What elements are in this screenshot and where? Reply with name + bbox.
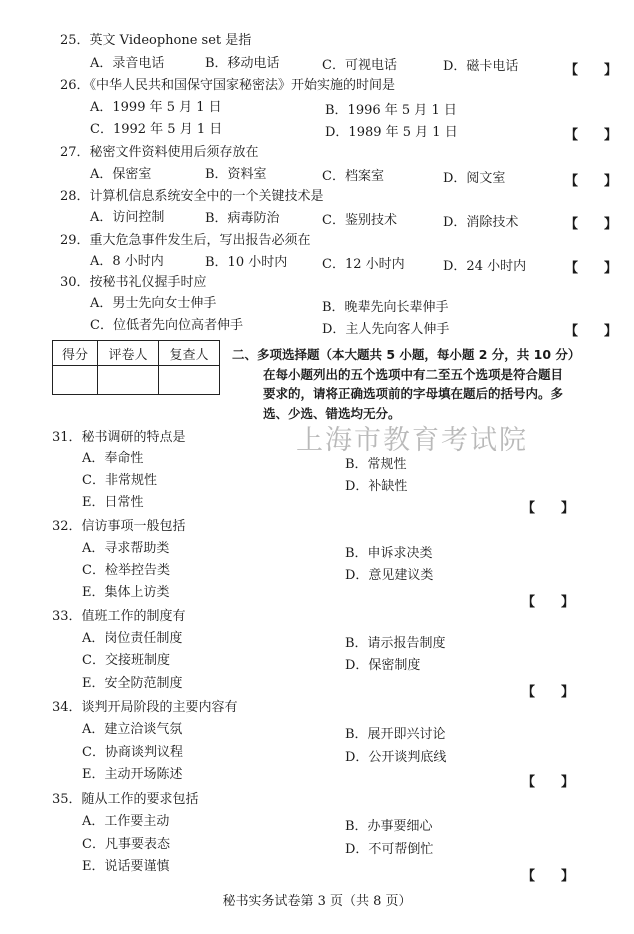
q34-option-b: B．展开即兴讨论: [345, 727, 446, 742]
section2-instruction-1: 在每小题列出的五个选项中有二至五个选项是符合题目: [263, 367, 564, 382]
q28-answer-bracket: 【 】: [565, 217, 618, 232]
grader-cell: [98, 366, 159, 395]
q25-option-d: D．磁卡电话: [443, 59, 519, 74]
q31-option-e: E．日常性: [82, 495, 144, 510]
q32-stem: 32．信访事项一般包括: [52, 519, 186, 534]
q29-answer-bracket: 【 】: [565, 261, 618, 276]
score-header: 得分: [53, 341, 98, 366]
q31-option-c: C．非常规性: [82, 473, 157, 488]
q26-option-a: A．1999 年 5 月 1 日: [90, 100, 222, 115]
q30-option-c: C．位低者先向位高者伸手: [90, 318, 243, 333]
q28-stem: 28．计算机信息系统安全中的一个关键技术是: [60, 189, 324, 204]
q25-option-c: C．可视电话: [322, 58, 397, 73]
q29-stem: 29．重大危急事件发生后，写出报告必须在: [60, 233, 311, 248]
section2-instruction-2: 要求的，请将正确选项前的字母填在题后的括号内。多: [263, 386, 564, 401]
q33-option-e: E．安全防范制度: [82, 676, 183, 691]
score-cell: [53, 366, 98, 395]
q26-answer-bracket: 【 】: [565, 128, 618, 143]
q32-option-b: B．申诉求决类: [345, 546, 433, 561]
q30-option-a: A．男士先向女士伸手: [90, 296, 217, 311]
q28-option-c: C．鉴别技术: [322, 213, 397, 228]
q35-answer-bracket: 【 】: [522, 869, 575, 884]
q27-option-d: D．阅文室: [443, 171, 506, 186]
watermark-stamp: 上海市教育考试院: [296, 425, 528, 456]
q31-option-d: D．补缺性: [345, 479, 408, 494]
q33-option-d: D．保密制度: [345, 658, 421, 673]
q33-option-c: C．交接班制度: [82, 653, 170, 668]
q32-option-c: C．检举控告类: [82, 563, 170, 578]
q28-option-b: B．病毒防治: [205, 211, 280, 226]
q35-option-a: A．工作要主动: [82, 814, 170, 829]
q35-option-d: D．不可帮倒忙: [345, 842, 434, 857]
q33-option-b: B．请示报告制度: [345, 636, 446, 651]
q30-option-b: B．晚辈先向长辈伸手: [322, 300, 449, 315]
q33-answer-bracket: 【 】: [522, 685, 575, 700]
q31-option-b: B．常规性: [345, 457, 407, 472]
q28-option-d: D．消除技术: [443, 215, 519, 230]
section2-title: 二、多项选择题（本大题共 5 小题，每小题 2 分，共 10 分）: [232, 347, 581, 362]
q27-option-c: C．档案室: [322, 169, 384, 184]
q35-option-b: B．办事要细心: [345, 819, 433, 834]
q30-option-d: D．主人先向客人伸手: [322, 322, 450, 337]
reviewer-cell: [159, 366, 220, 395]
q25-answer-bracket: 【 】: [565, 63, 618, 78]
q26-option-b: B．1996 年 5 月 1 日: [325, 103, 457, 118]
q34-option-c: C．协商谈判议程: [82, 745, 183, 760]
q34-option-e: E．主动开场陈述: [82, 767, 183, 782]
q32-option-d: D．意见建议类: [345, 568, 434, 583]
q27-option-b: B．资料室: [205, 167, 267, 182]
q27-stem: 27．秘密文件资料使用后须存放在: [60, 145, 259, 160]
score-table: [52, 340, 220, 395]
q30-answer-bracket: 【 】: [565, 324, 618, 339]
q25-option-a: A．录音电话: [90, 56, 165, 71]
q32-option-a: A．寻求帮助类: [82, 541, 170, 556]
q34-option-d: D．公开谈判底线: [345, 750, 447, 765]
q28-option-a: A．访问控制: [90, 210, 165, 225]
q25-stem: 25．英文 Videophone set 是指: [60, 33, 252, 48]
q30-stem: 30．按秘书礼仪握手时应: [60, 275, 207, 290]
q32-option-e: E．集体上访类: [82, 585, 170, 600]
q27-option-a: A．保密室: [90, 167, 152, 182]
q32-answer-bracket: 【 】: [522, 595, 575, 610]
grader-header: 评卷人: [98, 341, 159, 366]
q26-stem: 26．《中华人民共和国保守国家秘密法》开始实施的时间是: [60, 78, 396, 93]
q35-stem: 35．随从工作的要求包括: [52, 792, 199, 807]
q31-answer-bracket: 【 】: [522, 501, 575, 516]
q26-option-c: C．1992 年 5 月 1 日: [90, 122, 223, 137]
page-footer: 秘书实务试卷第 3 页（共 8 页）: [222, 894, 412, 909]
q35-option-e: E．说话要谨慎: [82, 859, 170, 874]
q34-answer-bracket: 【 】: [522, 775, 575, 790]
q31-option-a: A．奉命性: [82, 451, 144, 466]
q25-option-b: B．移动电话: [205, 56, 280, 71]
q29-option-b: B．10 小时内: [205, 255, 288, 270]
q35-option-c: C．凡事要表态: [82, 837, 170, 852]
q29-option-d: D．24 小时内: [443, 259, 527, 274]
q31-stem: 31．秘书调研的特点是: [52, 430, 186, 445]
q34-option-a: A．建立洽谈气氛: [82, 722, 183, 737]
q29-option-c: C．12 小时内: [322, 257, 405, 272]
q33-stem: 33．值班工作的制度有: [52, 609, 186, 624]
q26-option-d: D．1989 年 5 月 1 日: [325, 125, 458, 140]
q33-option-a: A．岗位责任制度: [82, 631, 183, 646]
q29-option-a: A．8 小时内: [90, 254, 164, 269]
q34-stem: 34．谈判开局阶段的主要内容有: [52, 700, 238, 715]
section2-instruction-3: 选、少选、错选均无分。: [263, 406, 401, 421]
reviewer-header: 复查人: [159, 341, 220, 366]
q27-answer-bracket: 【 】: [565, 174, 618, 189]
